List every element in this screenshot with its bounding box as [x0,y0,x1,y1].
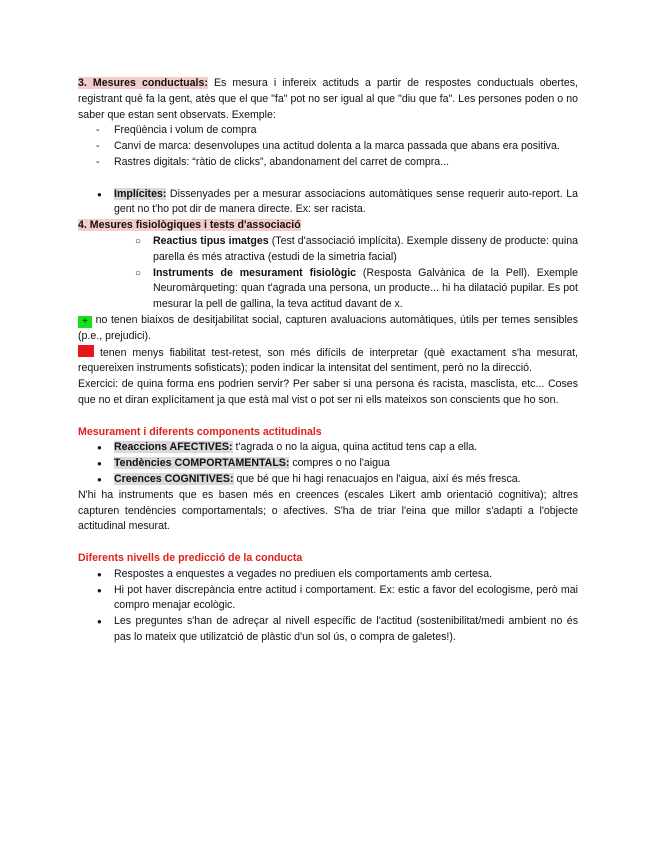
plus-marker: + [78,316,92,328]
term-text: que bé que hi hagi renacuajos en l'aigua, així és més fresca. [233,472,521,485]
term-text: (Test d'associació implícita). Exemple disseny de producte: quina parella és més atractiva (estudi de la simetria facial) [153,234,578,263]
list-item [78,440,578,456]
cons-paragraph [78,345,578,378]
section-5-list [78,440,578,487]
list-item [78,456,578,472]
minus-marker [78,345,94,357]
implicit-text: Dissenyades per a mesurar associacions automàtiques sense requerir auto-report. La gent no t'ho pot dir de manera directe. Ex: ser racista. [114,187,578,216]
list-item [78,234,578,266]
section-4-list [78,234,578,313]
list-item [78,266,578,313]
section-5-heading: Mesurament i diferents components actitudinals [78,425,322,438]
document-page [78,76,578,646]
term: Reaccions AFECTIVES: [114,441,233,454]
term: Tendències COMPORTAMENTALS: [114,457,290,470]
section-6-list [78,567,578,646]
term: Reactius tipus imatges [153,234,269,247]
section-3-paragraph [78,76,578,123]
list-item: ● Hi pot haver discrepància entre actitud i comportament. Ex: estic a favor del ecologisme, però mai compro menajar ecològic. [78,583,578,615]
section-5-paragraph: N'hi ha instruments que es basen més en creences (escales Likert amb orientació cognitiva); altres capturen tendències comportamentals; o afectives. S'ha de triar l'eina que millor s'adapti a l'objecte actitudinal mesurat. [78,488,578,533]
cons-text: tenen menys fiabilitat test-retest, son més difícils de interpretar (què exactament s'ha mesurat, requereixen instruments sofisticats); poden indicar la intensitat del sentiment, però no la direcció. [78,346,578,375]
section-3-heading: 3. Mesures conductuals: [78,77,208,89]
term-text: t'agrada o no la aigua, quina actitud tens cap a ella. [232,441,478,454]
pros-text: no tenen biaixos de desitjabilitat social, capturen avaluacions automàtiques, útils per temes sensibles (p.e., prejudici). [78,313,578,342]
section-4-heading: 4. Mesures fisiològiques i tests d'associació [78,219,301,232]
implicit-item [78,187,578,219]
section-6-heading: Diferents nivells de predicció de la conducta [78,551,303,564]
list-item: - Rastres digitals: “ràtio de clicks”, abandonament del carret de compra... [78,155,578,171]
list-item: - Canvi de marca: desenvolupes una actitud dolenta a la marca passada que abans era positiva. [78,139,578,155]
exercise-paragraph: Exercici: de quina forma ens podrien servir? Per saber si una persona és racista, masclista, etc... Coses que no et diran explícitament ja que està mal vist o pot ser ni ells mateixos son conscients que ho son. [78,378,578,406]
implicit-term: Implícites: [114,187,167,200]
section-3-text: Es mesura i infereix actituds a partir de respostes conductuals obertes, registrant què fa la gent, atès que el que "fa" pot no ser igual al que "diu que fa". Les persones poden o no saber que estan sent observats. Exemple: [78,77,578,121]
implicit-list [78,187,578,219]
pros-paragraph [78,313,578,345]
term: Instruments de mesurament fisiològic [153,266,357,279]
list-item [78,472,578,488]
term-text: compres o no l'aigua [289,457,390,470]
section-3-list [78,123,578,170]
list-item: - Freqüència i volum de compra [78,123,578,139]
term-text: (Resposta Galvànica de la Pell). Exemple Neuromàrqueting: quan t'agrada una persona, un producte... hi ha dilatació pupilar. Es pot mesurar la pell de gallina, la teva actitud davant de x. [153,266,578,311]
list-item: ● Les preguntes s'han de adreçar al nivell específic de l'actitud (sostenibilitat/medi ambient no és pas lo mateix que utilizatció de plàstic d'un sol ús, o compra de galetes!). [78,614,578,646]
list-item: ● Respostes a enquestes a vegades no prediuen els comportaments amb certesa. [78,567,578,583]
term: Creences COGNITIVES: [114,472,234,485]
